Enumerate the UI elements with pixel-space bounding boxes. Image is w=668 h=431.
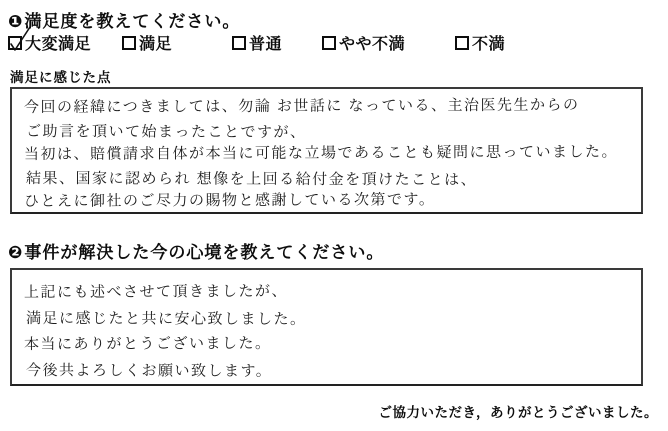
option-yaya-fuman[interactable] — [322, 31, 405, 54]
question1-text: 満足度を教えてください。 — [24, 12, 241, 31]
handwritten-line: 上記にも述べさせて頂きましたが、 — [23, 282, 289, 301]
handwritten-line: 当初は、賠償請求自体が本当に可能な立場であることも疑問に思っていました。 — [23, 143, 619, 163]
option-fuman[interactable] — [455, 31, 505, 54]
question2-text: 事件が解決した今の心境を教えてください。 — [24, 243, 385, 262]
answer-box-satisfaction — [10, 87, 643, 214]
question2-title — [8, 238, 384, 263]
handwritten-line: 結果、国家に認められ 想像を上回る給付金を頂けたことは、 — [25, 169, 478, 189]
checkbox-checked[interactable] — [8, 36, 22, 50]
thanks-note: ご協力いただき，ありがとうございました。 — [378, 405, 658, 420]
option-label: 大変満足 — [25, 36, 92, 53]
option-label: 不満 — [472, 36, 506, 53]
question1-title — [8, 7, 240, 32]
question2-number-icon: ❷ — [8, 243, 24, 262]
option-label: 普通 — [249, 36, 283, 53]
answer-box-feelings — [10, 268, 643, 386]
option-label: 満足 — [139, 36, 173, 53]
handwritten-line: 満足に感じたと共に安心致しました。 — [25, 310, 307, 328]
checkbox-unchecked[interactable] — [122, 36, 136, 50]
handwritten-line: 本当にありがとうございました。 — [23, 334, 272, 353]
question1-number-icon: ❶ — [8, 12, 24, 31]
handwritten-line: 今回の経緯につきましては、勿論 お世話に なっている、主治医先生からの — [23, 96, 580, 116]
option-daihen-manzoku[interactable] — [8, 31, 91, 54]
satisfaction-points-label: 満足に感じた点 — [10, 70, 112, 85]
handwritten-line: 今後共よろしくお願い致します。 — [25, 362, 273, 380]
option-manzoku[interactable] — [122, 31, 172, 54]
option-futsuu[interactable] — [232, 31, 282, 54]
checkbox-unchecked[interactable] — [232, 36, 246, 50]
checkbox-unchecked[interactable] — [322, 36, 336, 50]
handwritten-line: ひとえに御社のご尽力の賜物と感謝している次第です。 — [23, 191, 436, 210]
handwritten-line: ご助言を頂いて始まったことですが、 — [25, 122, 307, 141]
option-label: やや不満 — [339, 36, 406, 53]
satisfaction-options-row — [0, 31, 668, 53]
checkbox-unchecked[interactable] — [455, 36, 469, 50]
